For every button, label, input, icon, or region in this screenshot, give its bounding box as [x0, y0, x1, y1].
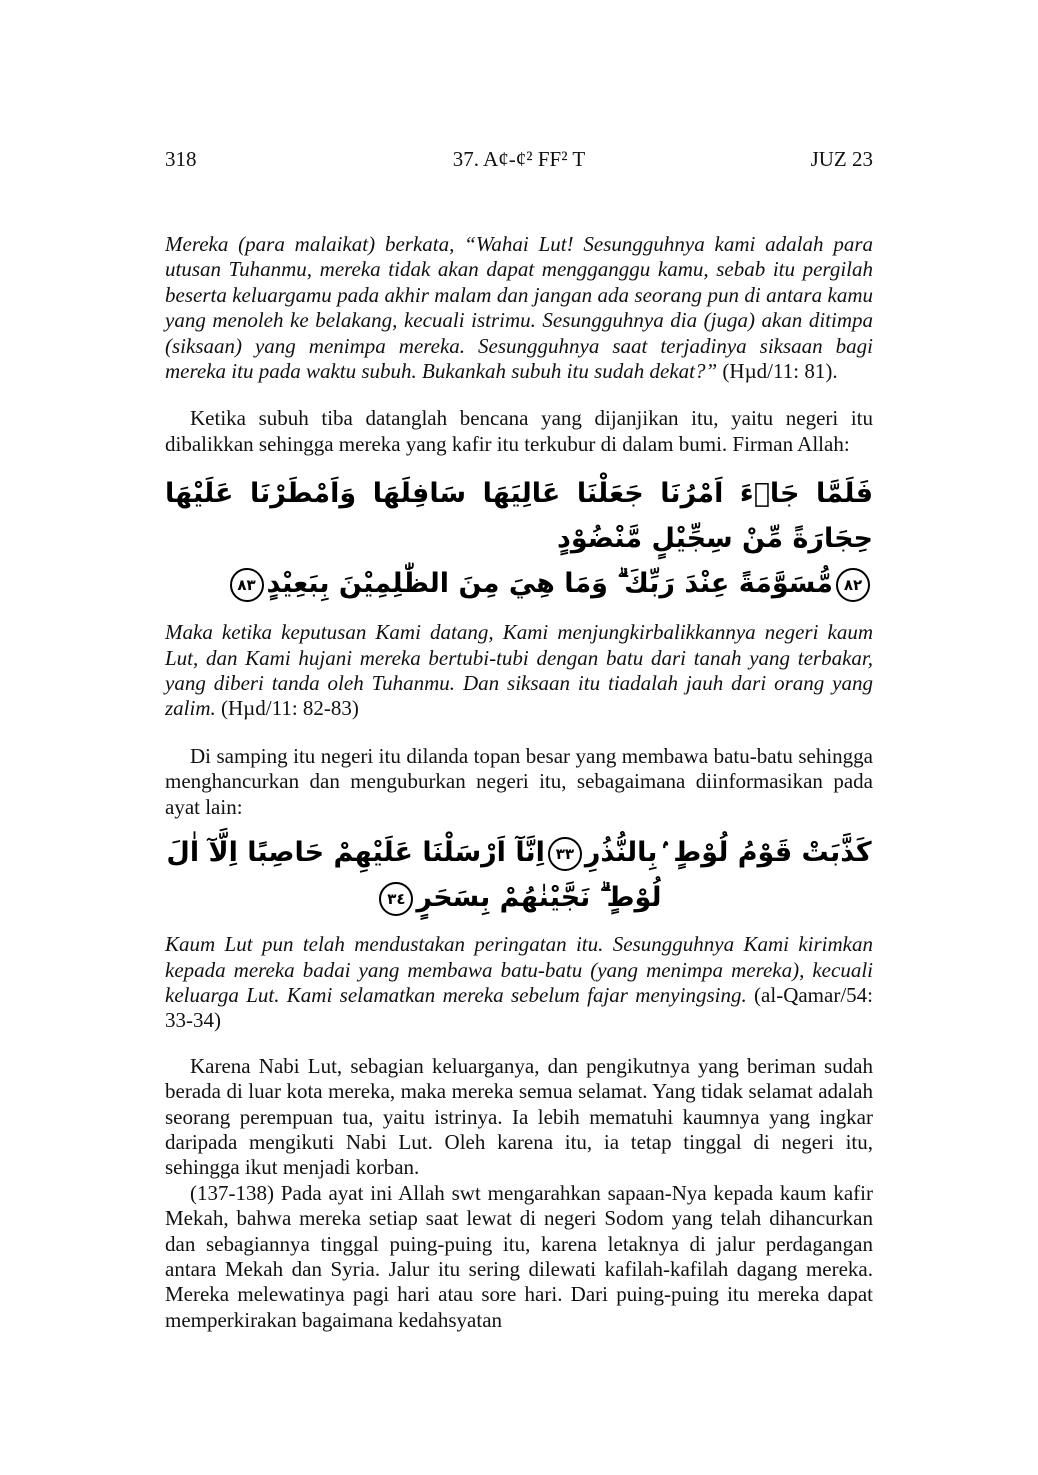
arabic-line: فَلَمَّا جَاۤءَ اَمْرُنَا جَعَلْنَا عَالِيَهَا سَافِلَهَا وَاَمْطَرْنَا عَلَيْهَا حِجَارَةً مِّنْ سِجِّيْلٍ مَّنْضُوْدٍ [165, 478, 873, 555]
verse-reference: (al-Qamar/54: 33-34) [165, 982, 873, 1033]
arabic-line: ٨٢مُّسَوَّمَةً عِنْدَ رَبِّكَ ۗ وَمَا هِيَ مِنَ الظّٰلِمِيْنَ بِبَعِيْدٍ٨٣ [165, 561, 873, 606]
translation-text: Mereka (para malaikat) berkata, “Wahai Lut! Sesungguhnya kami adalah para utusan Tuhanmu, mereka tidak akan dapat mengganggu kamu, sebab itu pergilah beserta keluargamu pada akhir malam dan jangan ada seorang pun di antara kamu yang menoleh ke belakang, kecuali istrimu. Sesungguhnya dia (juga) akan ditimpa (siksaan) yang menimpa mereka. Sesungguhnya saat terjadinya siksaan bagi mereka itu pada waktu subuh. Bukankah subuh itu sudah dekat?” [165, 232, 873, 384]
translation-text: Kaum Lut pun telah mendustakan peringatan itu. Sesungguhnya Kami kirimkan kepada mereka badai yang membawa batu-batu (yang menimpa mereka), kecuali keluarga Lut. Kami selamatkan mereka sebelum fajar menyingsing. [165, 932, 873, 1007]
verse-number-marker: ٣٤ [379, 882, 413, 916]
paragraph-dawn-punishment: Ketika subuh tiba datanglah bencana yang dijanjikan itu, yaitu negeri itu dibalikkan sehingga mereka yang kafir itu terkubur di dalam bumi. Firman Allah: [165, 406, 873, 456]
paragraph-storm: Di samping itu negeri itu dilanda topan besar yang membawa batu-batu sehingga menghancurkan dan menguburkan negeri itu, sebagaimana diinformasikan pada ayat lain: [165, 743, 873, 819]
verse-number-marker: ٨٢ [836, 568, 870, 602]
translation-hud-81 [165, 232, 873, 384]
page-header [165, 147, 873, 175]
paragraph-verse-137-138: (137-138) Pada ayat ini Allah swt mengarahkan sapaan-Nya kepada kaum kafir Mekah, bahwa mereka setiap saat lewat di negeri Sodom yang telah dihancurkan dan sebagiannya tinggal puing-puing itu, karena letaknya di jalur perdagangan antara Mekah dan Syria. Jalur itu sering dilewati kafilah-kafilah dagang mereka. Mereka melewatinya pagi hari atau sore hari. Dari puing-puing itu mereka dapat memperkirakan bagaimana kedahsyatan [165, 1180, 873, 1332]
juz-label: JUZ 23 [810, 147, 873, 171]
verse-number-marker: ٨٣ [230, 568, 264, 602]
surah-title: 37. A¢-¢² FF² T [452, 147, 586, 171]
page-number: 318 [165, 147, 197, 171]
translation-hud-82-83 [165, 620, 873, 722]
verse-reference: (Hµd/11: 82-83) [221, 696, 359, 721]
verse-number-marker: ٣٣ [548, 837, 582, 871]
verse-reference: (Hµd/11: 81). [722, 359, 838, 384]
arabic-verse-qamar-33-34: كَذَّبَتْ قَوْمُ لُوْطٍ ۢبِالنُّذُرِ٣٣اِنَّآ اَرْسَلْنَا عَلَيْهِمْ حَاصِبًا اِلَّآ اٰلَ لُوْطٍ ۗ نَجَّيْنٰهُمْ بِسَحَرٍ٣٤ [165, 830, 873, 920]
arabic-verse-hud-82-83 [165, 471, 873, 606]
translation-text: Maka ketika keputusan Kami datang, Kami menjungkirbalikkannya negeri kaum Lut, dan Kami hujani mereka bertubi-tubi dengan batu dari tanah yang terbakar, yang diberi tanda oleh Tuhanmu. Dan siksaan itu tiadalah jauh dari orang yang zalim. [165, 620, 873, 721]
paragraph-survivors: Karena Nabi Lut, sebagian keluarganya, dan pengikutnya yang beriman sudah berada di luar kota mereka, maka mereka semua selamat. Yang tidak selamat adalah seorang perempuan tua, yaitu istrinya. Ia lebih mematuhi kaumnya yang ingkar daripada mengikuti Nabi Lut. Oleh karena itu, ia tetap tinggal di negeri itu, sehingga ikut menjadi korban. [165, 1053, 873, 1180]
translation-qamar-33-34 [165, 932, 873, 1034]
page-content [165, 232, 873, 1333]
